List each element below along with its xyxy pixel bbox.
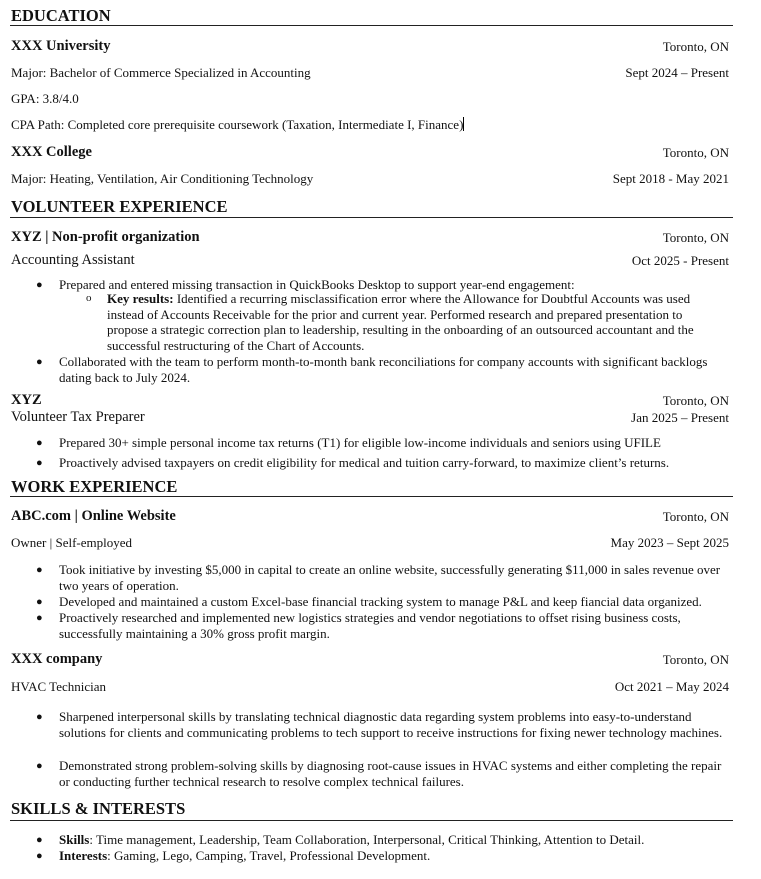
role: Accounting Assistant — [11, 252, 135, 268]
bullet-icon: ● — [36, 356, 43, 368]
organization: XYZ | Non-profit organization — [11, 229, 200, 245]
location: Toronto, ON — [662, 393, 729, 408]
divider — [10, 496, 733, 497]
section-heading-volunteer: VOLUNTEER EXPERIENCE — [11, 197, 228, 216]
organization: XYZ — [11, 392, 42, 408]
bullet-icon: ● — [36, 457, 43, 469]
location: Toronto, ON — [662, 509, 729, 524]
bullet-text: Developed and maintained a custom Excel-base financial tracking system to manage P&L and keep fiancial data organized. — [59, 594, 702, 609]
divider — [10, 217, 733, 218]
organization: XXX company — [11, 651, 103, 667]
interests-line — [59, 848, 731, 864]
role: HVAC Technician — [11, 679, 107, 694]
dates: Oct 2021 – May 2024 — [614, 679, 729, 694]
bullet-text: Prepared 30+ simple personal income tax returns (T1) for eligible low-income individuals and seniors using UFILE — [59, 435, 661, 450]
interests-text: : Gaming, Lego, Camping, Travel, Professional Development. — [107, 848, 431, 863]
interests-label: Interests — [59, 848, 108, 863]
section-heading-skills: SKILLS & INTERESTS — [11, 799, 186, 818]
dates: Sept 2018 - May 2021 — [612, 171, 729, 186]
school-name: XXX College — [11, 144, 92, 160]
bullet-icon: ● — [36, 564, 43, 576]
divider — [10, 25, 733, 26]
bullet-icon: ● — [36, 760, 43, 772]
gpa: GPA: 3.8/4.0 — [11, 91, 79, 106]
location: Toronto, ON — [662, 145, 729, 160]
bullet-text: Sharpened interpersonal skills by translating technical diagnostic data regarding system problems into easy-to-understand solutions for clients and communicating problems to tech support to receive instructions for fixing newer technology machines. — [59, 709, 723, 740]
sub-bullet-icon: o — [86, 292, 92, 304]
organization: ABC.com | Online Website — [11, 508, 176, 524]
skills-label: Skills — [59, 832, 90, 847]
dates: Sept 2024 – Present — [625, 65, 729, 80]
cpa-path-text: CPA Path: Completed core prerequisite coursework (Taxation, Intermediate I, Finance) — [11, 117, 464, 132]
bullet-text: Took initiative by investing $5,000 in capital to create an online website, successfully generating $11,000 in sales revenue over two years of operation. — [59, 562, 721, 593]
bullet-icon: ● — [36, 612, 43, 624]
bullet-icon: ● — [36, 850, 43, 862]
bullet-icon: ● — [36, 279, 43, 291]
dates: May 2023 – Sept 2025 — [610, 535, 729, 550]
dates: Jan 2025 – Present — [631, 410, 729, 425]
location: Toronto, ON — [662, 652, 729, 667]
bullet-icon: ● — [36, 711, 43, 723]
divider — [10, 820, 733, 821]
text-cursor — [463, 117, 464, 131]
role: Volunteer Tax Preparer — [11, 409, 145, 425]
bullet-icon: ● — [36, 596, 43, 608]
bullet-text: Prepared and entered missing transaction in QuickBooks Desktop to support year-end engagement: — [59, 277, 575, 292]
section-heading-education: EDUCATION — [11, 6, 111, 25]
key-results-label: Key results: — [107, 291, 174, 306]
major: Major: Heating, Ventilation, Air Conditioning Technology — [11, 171, 314, 186]
section-heading-work: WORK EXPERIENCE — [11, 477, 178, 496]
major: Major: Bachelor of Commerce Specialized in Accounting — [11, 65, 311, 80]
key-results-text: Identified a recurring misclassification error where the Allowance for Doubtful Accounts was used instead of Accounts Receivable for the prior and current year. Performed research and prepared presentation to propose a strategic correction plan to leadership, resulting in the onboarding of an outsourced accountant and the successful restructuring of the Chart of Accounts. — [107, 291, 694, 353]
sub-bullet-text — [107, 291, 722, 353]
dates: Oct 2025 - Present — [631, 253, 729, 268]
school-name: XXX University — [11, 38, 111, 54]
bullet-icon: ● — [36, 834, 43, 846]
role: Owner | Self-employed — [11, 535, 133, 550]
bullet-text: Proactively researched and implemented new logistics strategies and vendor negotiations to offset rising business costs, successfully maintaining a 30% gross profit margin. — [59, 610, 681, 641]
skills-text: : Time management, Leadership, Team Collaboration, Interpersonal, Critical Thinking, Attention to Detail. — [89, 832, 645, 847]
bullet-text: Collaborated with the team to perform month-to-month bank reconciliations for company accounts with significant backlogs dating back to July 2024. — [59, 354, 708, 385]
bullet-icon: ● — [36, 437, 43, 449]
location: Toronto, ON — [662, 230, 729, 245]
cpa-path[interactable] — [11, 117, 464, 133]
skills-line — [59, 832, 731, 848]
bullet-text: Demonstrated strong problem-solving skills by diagnosing root-cause issues in HVAC systems and either completing the repair or conducting further technical research to resolve complex technical failures. — [59, 758, 722, 789]
bullet-text: Proactively advised taxpayers on credit eligibility for medical and tuition carry-forward, to maximize client’s returns. — [59, 455, 670, 470]
location: Toronto, ON — [662, 39, 729, 54]
